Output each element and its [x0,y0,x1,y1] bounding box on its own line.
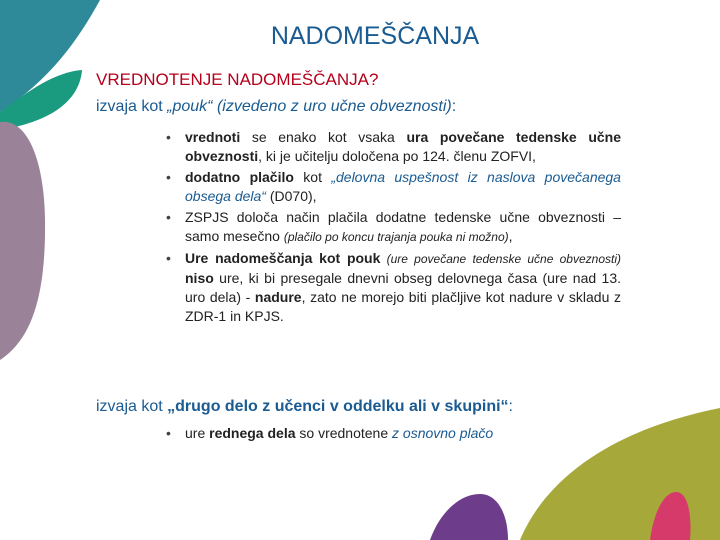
bullet-list-pouk [166,128,621,328]
bullet-text: ure, ki bi presegale dnevni obseg delovnega časa (ure nad 13. uro dela) - [185,270,621,305]
bullet-bold: nadure [254,289,302,305]
bullet-bold: dodatno plačilo [185,169,294,185]
intro-lead: izvaja kot [96,98,168,115]
intro-paren: (izvedeno z uro učne obveznosti) [212,98,452,115]
slide-subtitle: VREDNOTENJE NADOMEŠČANJA? [96,70,379,89]
bullet-bold: rednega dela [209,425,296,441]
bullet-text: so vrednotene [295,425,393,441]
bullet-text: , [508,228,513,244]
bullet-item [166,128,621,166]
bullet-bold: niso [185,270,214,286]
bullet-text: , zato ne morejo biti plačljive kot nadure v skladu z ZDR-1 in KPJS. [185,289,621,324]
bullet-bold: ura povečane tedenske učne obveznosti [185,129,621,164]
bullet-list-drugo-delo [166,424,621,445]
bullet-quote: „delovna uspešnost iz naslova povečanega obsega dela“ [185,169,621,204]
mauve-blob-shape [0,122,45,360]
bullet-item [166,424,621,443]
bullet-text: ZSPJS določa način plačila dodatne tedenske učne obveznosti – samo mesečno [185,209,621,244]
purple-blob-shape [430,494,508,540]
intro-lead: izvaja kot [96,398,168,415]
bullet-small-italic: (plačilo po koncu trajanja pouka ni možno) [283,230,509,244]
bullet-small-italic: (ure povečane tedenske učne obveznosti) [380,252,621,266]
bullet-text: ure [185,425,210,441]
bullet-item [166,249,621,326]
bullet-item [166,208,621,247]
section-intro-pouk [96,98,456,116]
bullet-text: , ki je učitelju določena po 124. členu ZOFVI, [258,148,536,164]
intro-colon: : [508,398,513,415]
intro-colon: : [451,98,457,115]
intro-quote: „drugo delo z učenci v oddelku ali v skupini“ [167,398,509,415]
section-intro-drugo-delo [96,398,513,416]
page-title: NADOMEŠČANJA [270,22,480,50]
intro-quote: „pouk“ [167,98,213,115]
bullet-item [166,168,621,206]
bullet-text: kot [293,169,332,185]
bullet-text: (D070), [265,188,317,204]
bullet-bold: vrednoti [185,129,241,145]
bullet-bold: Ure nadomeščanja kot pouk [185,250,381,266]
bullet-italic: z osnovno plačo [392,425,494,441]
bullet-text: se enako kot vsaka [240,129,407,145]
